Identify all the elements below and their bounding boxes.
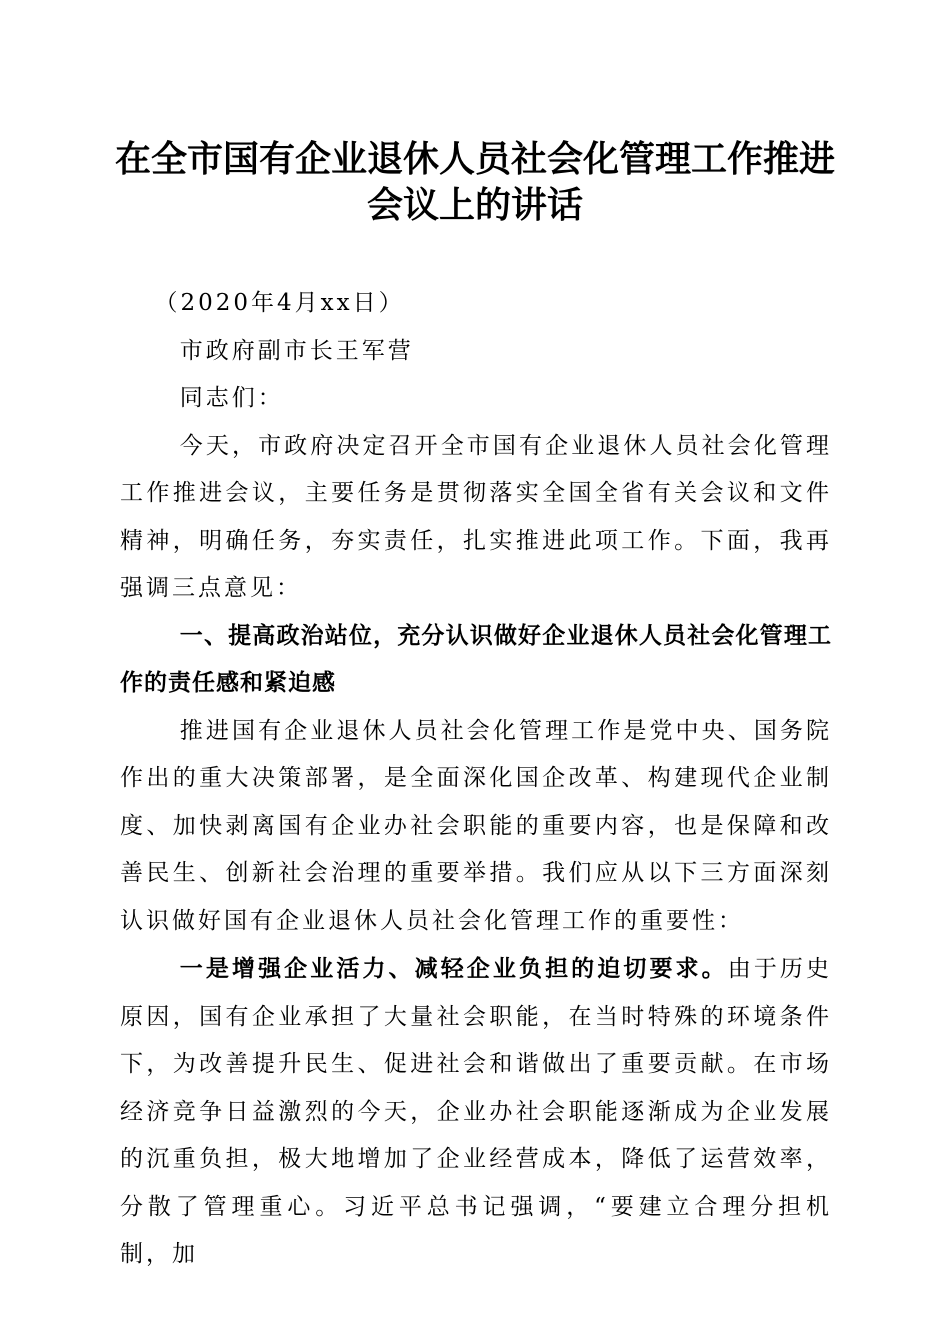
intro-paragraph: 今天，市政府决定召开全市国有企业退休人员社会化管理工作推进会议，主要任务是贯彻落实全国全省有关会议和文件精神，明确任务，夯实责任，扎实推进此项工作。下面，我再强调三点意见： [120, 432, 832, 601]
document-body [120, 280, 832, 1279]
speaker-line: 市政府副市长王军营 [179, 337, 414, 364]
title-line-1: 在全市国有企业退休人员社会化管理工作推进 [114, 138, 835, 180]
point-1-paragraph [120, 945, 832, 1279]
section-1-heading: 一、提高政治站位，充分认识做好企业退休人员社会化管理工作的责任感和紧迫感 [120, 622, 832, 696]
salutation: 同志们： [179, 385, 284, 411]
point-1-text: 由于历史原因，国有企业承担了大量社会职能，在当时特殊的环境条件下，为改善提升民生、促进社会和谐做出了重要贡献。在市场经济竞争日益激烈的今天，企业办社会职能逐渐成为企业发展的沉重负担，极大地增加了企业经营成本，降低了运营效率，分散了管理重心。习近平总书记强调，“要建立合理分担机制，加 [120, 956, 833, 1267]
section-1-paragraph: 推进国有企业退休人员社会化管理工作是党中央、国务院作出的重大决策部署，是全面深化国企改革、构建现代企业制度、加快剥离国有企业办社会职能的重要内容，也是保障和改善民生、创新社会治理的重要举措。我们应从以下三方面深刻认识做好国有企业退休人员社会化管理工作的重要性： [120, 717, 832, 934]
title-line-2: 会议上的讲话 [366, 184, 583, 226]
document-title [100, 136, 850, 228]
point-1-lead: 一是增强企业活力、减轻企业负担的迫切要求。 [179, 955, 728, 982]
speech-date: （2020年4月xx日） [154, 290, 405, 316]
